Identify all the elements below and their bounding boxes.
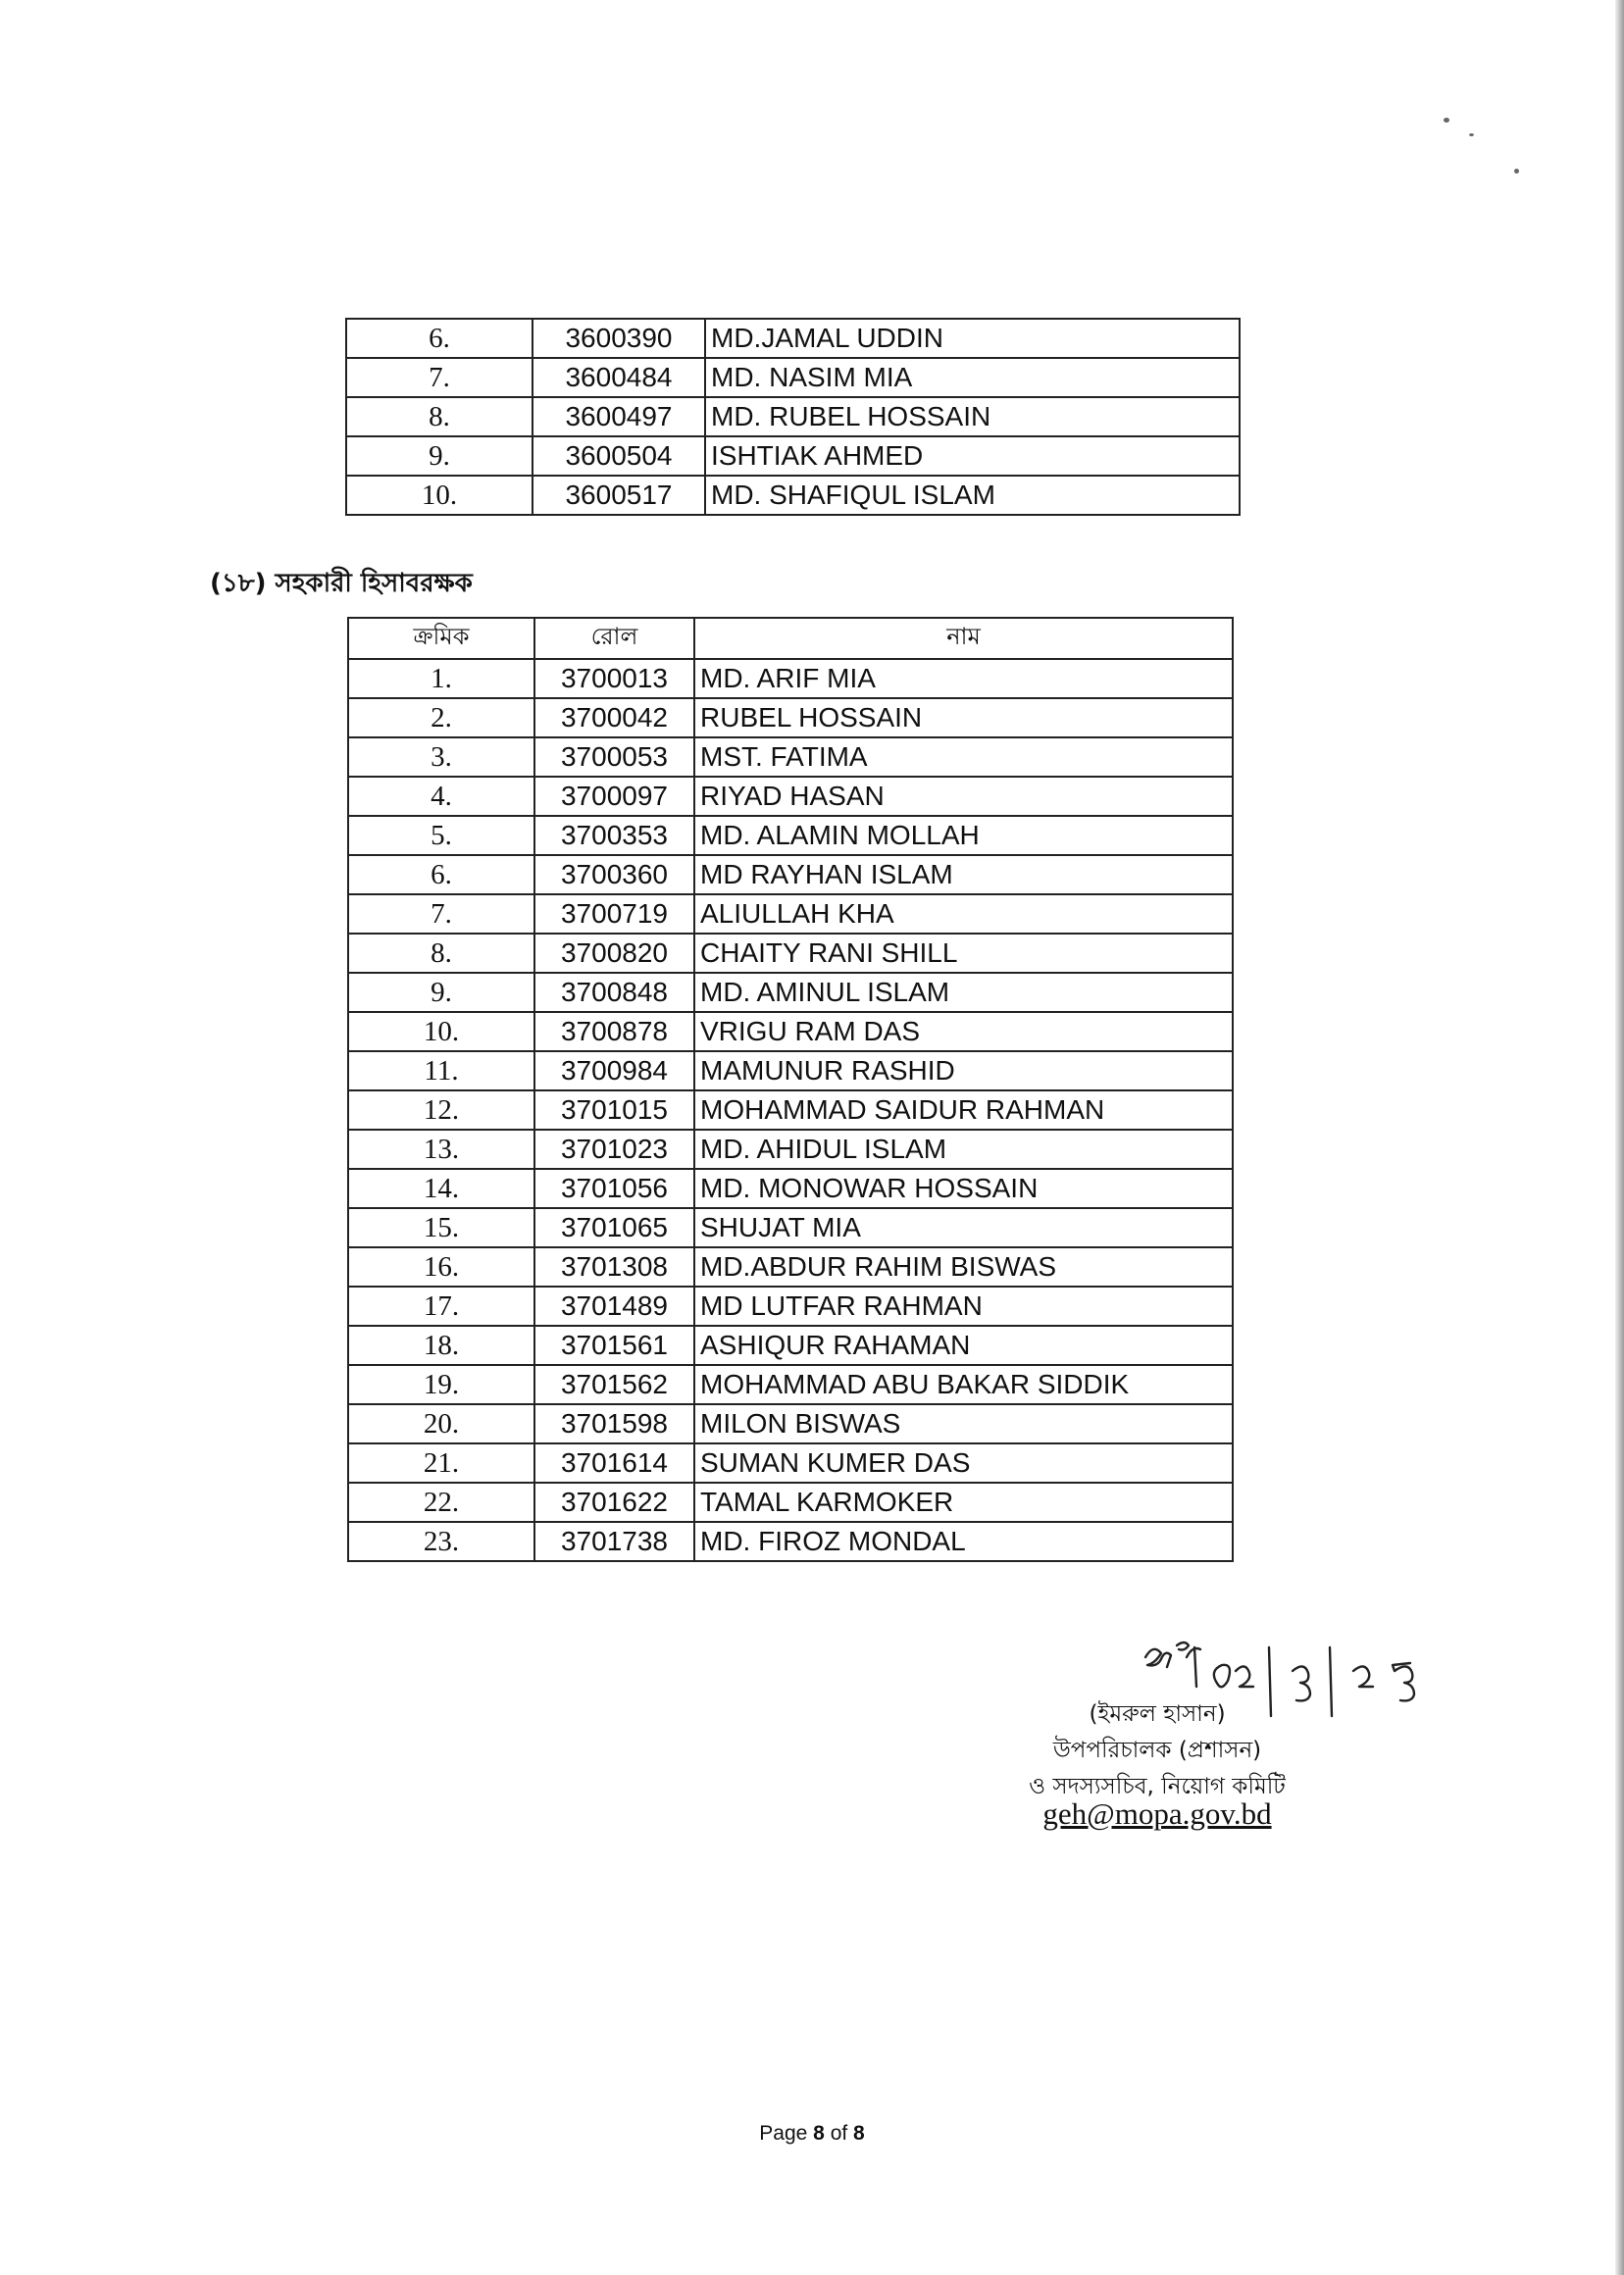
table-row <box>348 1247 1233 1287</box>
cell-serial: 14. <box>348 1169 534 1208</box>
cell-name: MAMUNUR RASHID <box>694 1051 1233 1090</box>
cell-roll: 3701738 <box>534 1522 694 1561</box>
cell-name: MD. SHAFIQUL ISLAM <box>705 476 1240 515</box>
cell-serial: 23. <box>348 1522 534 1561</box>
page-current: 8 <box>813 2122 825 2145</box>
cell-roll: 3701622 <box>534 1483 694 1522</box>
cell-name: MD.JAMAL UDDIN <box>705 319 1240 358</box>
cell-roll: 3701015 <box>534 1090 694 1130</box>
cell-roll: 3701056 <box>534 1169 694 1208</box>
cell-name: MD. ALAMIN MOLLAH <box>694 816 1233 855</box>
header-roll: রোল <box>534 618 694 659</box>
signatory-role: ও সদস্যসচিব, নিয়োগ কমিটি <box>1029 1774 1286 1799</box>
cell-serial: 13. <box>348 1130 534 1169</box>
page-separator: of <box>830 2122 848 2145</box>
page-label: Page <box>759 2122 808 2145</box>
cell-serial: 7. <box>348 894 534 934</box>
cell-roll: 3600504 <box>533 436 705 476</box>
cell-serial: 10. <box>348 1012 534 1051</box>
cell-roll: 3701614 <box>534 1443 694 1483</box>
cell-serial: 4. <box>348 777 534 816</box>
cell-serial: 8. <box>346 397 533 436</box>
cell-name: MST. FATIMA <box>694 737 1233 777</box>
cell-serial: 16. <box>348 1247 534 1287</box>
table-row <box>348 1483 1233 1522</box>
cell-roll: 3700097 <box>534 777 694 816</box>
cell-serial: 17. <box>348 1287 534 1326</box>
assistant-accountant-results-table-body <box>348 659 1233 1561</box>
cell-roll: 3700353 <box>534 816 694 855</box>
section-heading: (১৮) সহকারী হিসাবরক্ষক <box>210 569 473 598</box>
table-row <box>348 659 1233 698</box>
cell-serial: 12. <box>348 1090 534 1130</box>
page-total: 8 <box>853 2122 865 2145</box>
table-row <box>348 1090 1233 1130</box>
table-row <box>348 1051 1233 1090</box>
table-row <box>348 1130 1233 1169</box>
scan-speck <box>1469 133 1474 136</box>
cell-roll: 3600390 <box>533 319 705 358</box>
cell-name: MD.ABDUR RAHIM BISWAS <box>694 1247 1233 1287</box>
signatory-block <box>922 1696 1393 1805</box>
cell-name: VRIGU RAM DAS <box>694 1012 1233 1051</box>
cell-name: MD LUTFAR RAHMAN <box>694 1287 1233 1326</box>
cell-serial: 18. <box>348 1326 534 1365</box>
table-row <box>348 1404 1233 1443</box>
table-header-row <box>348 618 1233 659</box>
signatory-name: (ইমরুল হাসান) <box>1089 1701 1226 1727</box>
table-row <box>348 1169 1233 1208</box>
cell-serial: 11. <box>348 1051 534 1090</box>
cell-serial: 2. <box>348 698 534 737</box>
cell-roll: 3701562 <box>534 1365 694 1404</box>
table-row <box>348 737 1233 777</box>
table-row <box>348 1443 1233 1483</box>
cell-roll: 3700053 <box>534 737 694 777</box>
cell-name: RUBEL HOSSAIN <box>694 698 1233 737</box>
table-row <box>348 777 1233 816</box>
cell-serial: 3. <box>348 737 534 777</box>
table-row <box>348 1287 1233 1326</box>
cell-name: MD. FIROZ MONDAL <box>694 1522 1233 1561</box>
page-number <box>0 2122 1624 2146</box>
cell-serial: 1. <box>348 659 534 698</box>
cell-name: MD. RUBEL HOSSAIN <box>705 397 1240 436</box>
cell-serial: 15. <box>348 1208 534 1247</box>
cell-serial: 20. <box>348 1404 534 1443</box>
cell-name: ISHTIAK AHMED <box>705 436 1240 476</box>
cell-roll: 3701561 <box>534 1326 694 1365</box>
table-row <box>348 973 1233 1012</box>
cell-name: MD. AHIDUL ISLAM <box>694 1130 1233 1169</box>
cell-roll: 3700820 <box>534 934 694 973</box>
cell-roll: 3700013 <box>534 659 694 698</box>
cell-roll: 3701489 <box>534 1287 694 1326</box>
cell-name: MD. ARIF MIA <box>694 659 1233 698</box>
cell-roll: 3700984 <box>534 1051 694 1090</box>
cell-name: MD. NASIM MIA <box>705 358 1240 397</box>
cell-serial: 21. <box>348 1443 534 1483</box>
scan-speck <box>1514 169 1519 174</box>
scan-speck <box>1444 118 1449 123</box>
cell-name: TAMAL KARMOKER <box>694 1483 1233 1522</box>
continued-results-table <box>345 318 1241 516</box>
cell-serial: 6. <box>346 319 533 358</box>
cell-serial: 9. <box>348 973 534 1012</box>
cell-serial: 6. <box>348 855 534 894</box>
table-row <box>346 358 1240 397</box>
cell-roll: 3600517 <box>533 476 705 515</box>
cell-roll: 3700360 <box>534 855 694 894</box>
cell-serial: 7. <box>346 358 533 397</box>
header-serial: ক্রমিক <box>348 618 534 659</box>
cell-roll: 3600497 <box>533 397 705 436</box>
cell-name: SUMAN KUMER DAS <box>694 1443 1233 1483</box>
table-row <box>346 397 1240 436</box>
table-row <box>346 476 1240 515</box>
cell-roll: 3700042 <box>534 698 694 737</box>
table-row <box>348 855 1233 894</box>
cell-roll: 3600484 <box>533 358 705 397</box>
cell-roll: 3701023 <box>534 1130 694 1169</box>
table-row <box>348 698 1233 737</box>
signatory-designation: উপপরিচালক (প্রশাসন) <box>1052 1738 1262 1763</box>
table-row <box>348 1365 1233 1404</box>
table-row <box>348 1012 1233 1051</box>
signatory-email-link[interactable]: geh@mopa.gov.bd <box>1042 1796 1272 1831</box>
cell-serial: 19. <box>348 1365 534 1404</box>
header-name: নাম <box>694 618 1233 659</box>
cell-roll: 3701598 <box>534 1404 694 1443</box>
cell-name: MD. AMINUL ISLAM <box>694 973 1233 1012</box>
table-row <box>348 934 1233 973</box>
cell-roll: 3700878 <box>534 1012 694 1051</box>
table-row <box>348 816 1233 855</box>
table-row <box>348 1326 1233 1365</box>
scanned-page-edge <box>1615 0 1624 2275</box>
cell-serial: 5. <box>348 816 534 855</box>
cell-name: MD RAYHAN ISLAM <box>694 855 1233 894</box>
cell-name: ALIULLAH KHA <box>694 894 1233 934</box>
cell-roll: 3701065 <box>534 1208 694 1247</box>
table-row <box>348 1208 1233 1247</box>
table-row <box>348 1522 1233 1561</box>
cell-name: SHUJAT MIA <box>694 1208 1233 1247</box>
cell-serial: 22. <box>348 1483 534 1522</box>
cell-serial: 9. <box>346 436 533 476</box>
continued-results-table-body <box>346 319 1240 515</box>
cell-name: CHAITY RANI SHILL <box>694 934 1233 973</box>
table-row <box>348 894 1233 934</box>
cell-roll: 3700848 <box>534 973 694 1012</box>
table-row <box>346 319 1240 358</box>
cell-roll: 3700719 <box>534 894 694 934</box>
cell-name: MOHAMMAD SAIDUR RAHMAN <box>694 1090 1233 1130</box>
table-row <box>346 436 1240 476</box>
cell-name: MOHAMMAD ABU BAKAR SIDDIK <box>694 1365 1233 1404</box>
cell-name: MILON BISWAS <box>694 1404 1233 1443</box>
assistant-accountant-results-table <box>347 617 1234 1562</box>
cell-name: RIYAD HASAN <box>694 777 1233 816</box>
cell-name: MD. MONOWAR HOSSAIN <box>694 1169 1233 1208</box>
cell-roll: 3701308 <box>534 1247 694 1287</box>
cell-serial: 10. <box>346 476 533 515</box>
cell-serial: 8. <box>348 934 534 973</box>
cell-name: ASHIQUR RAHAMAN <box>694 1326 1233 1365</box>
